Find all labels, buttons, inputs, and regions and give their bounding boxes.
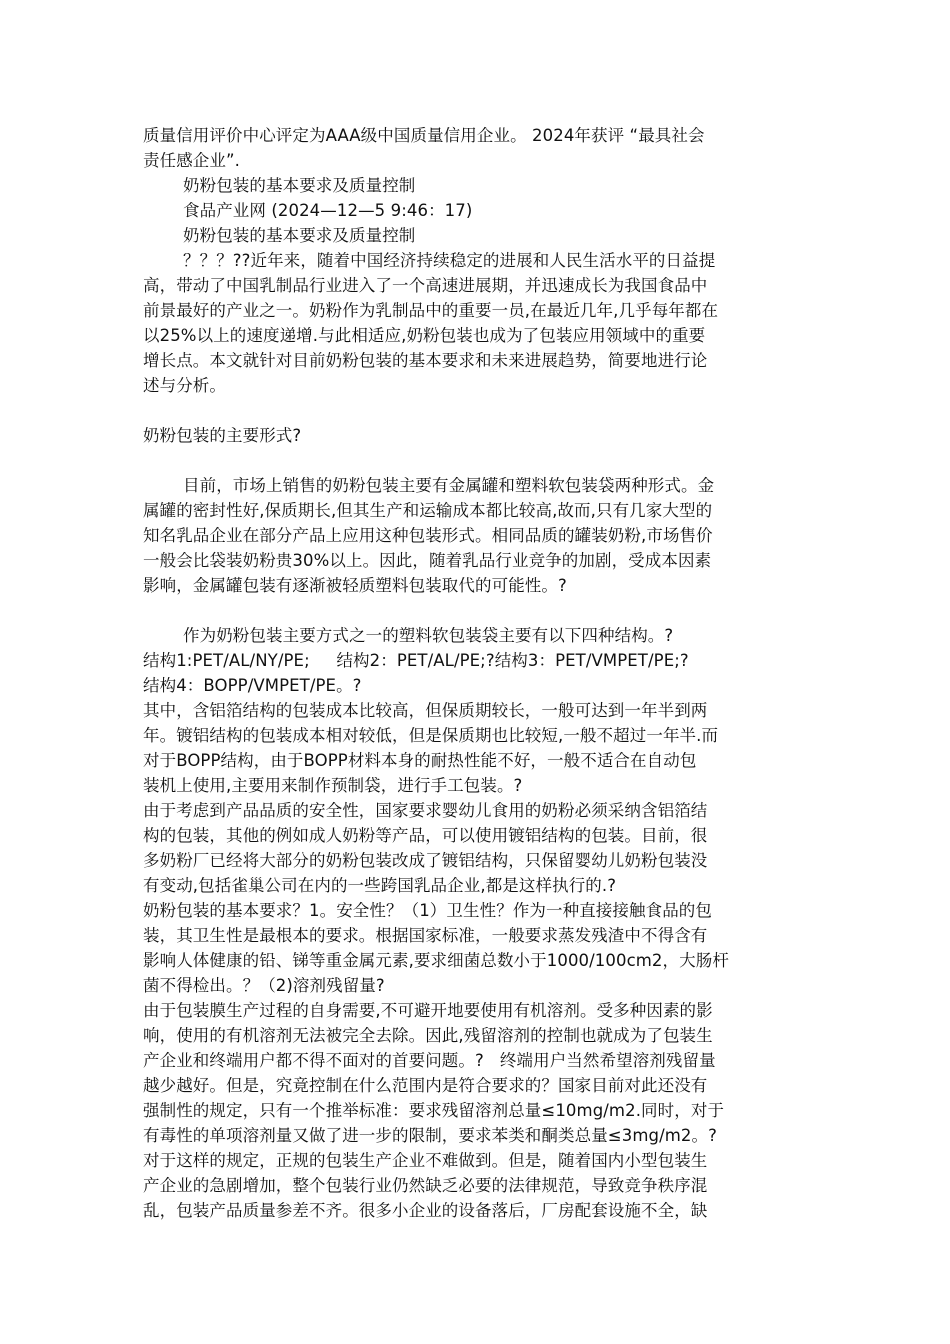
article-subtitle: 奶粉包装的基本要求及质量控制 [183, 226, 416, 245]
paragraph-line: 构的包装，其他的例如成人奶粉等产品，可以使用镀铝结构的包装。目前，很 [143, 826, 708, 845]
spacer [143, 398, 808, 423]
paragraph-line: ？？？??近年来，随着中国经济持续稳定的进展和人民生活水平的日益提 [183, 251, 716, 270]
paragraph-line: 结构1:PET/AL/NY/PE; 结构2：PET/AL/PE;?结构3：PET/VMPET/PE;? [143, 651, 689, 670]
paragraph-line: 影响人体健康的铅、锑等重金属元素,要求细菌总数小于1000/100cm2，大肠杆 [143, 951, 729, 970]
paragraph-line: 产企业和终端用户都不得不面对的首要问题。? 终端用户当然希望溶剂残留量 [143, 1051, 716, 1070]
paragraph-line: 多奶粉厂已经将大部分的奶粉包装改成了镀铝结构，只保留婴幼儿奶粉包装没 [143, 851, 708, 870]
paragraph-line: 对于这样的规定，正规的包装生产企业不难做到。但是，随着国内小型包装生 [143, 1151, 708, 1170]
paragraph-line: 产企业的急剧增加，整个包装行业仍然缺乏必要的法律规范，导致竞争秩序混 [143, 1176, 708, 1195]
paragraph-line: 有毒性的单项溶剂量又做了进一步的限制，要求苯类和酮类总量≤3mg/m2。? [143, 1126, 717, 1145]
paragraph-line: 其中，含铝箔结构的包装成本比较高，但保质期较长，一般可达到一年半到两 [143, 701, 708, 720]
paragraph-line: 装机上使用,主要用来制作预制袋，进行手工包装。? [143, 776, 523, 795]
paragraph-line: 影响，金属罐包装有逐渐被轻质塑料包装取代的可能性。? [143, 576, 567, 595]
paragraph-line: 对于BOPP结构，由于BOPP材料本身的耐热性能不好，一般不适合在自动包 [143, 751, 697, 770]
paragraph-line: 述与分析。 [143, 376, 226, 395]
paragraph-line: 知名乳品企业在部分产品上应用这种包装形式。相同品质的罐装奶粉,市场售价 [143, 526, 713, 545]
paragraph-line: 乱，包装产品质量参差不齐。很多小企业的设备落后，厂房配套设施不全，缺 [143, 1201, 708, 1220]
article-source: 食品产业网 (2024—12—5 9:46：17) [183, 201, 473, 220]
intro-line: 责任感企业”. [143, 151, 240, 170]
paragraph-line: 越少越好。但是，究竟控制在什么范围内是符合要求的？国家目前对此还没有 [143, 1076, 708, 1095]
paragraph-line: 由于考虑到产品品质的安全性，国家要求婴幼儿食用的奶粉必须采纳含铝箔结 [143, 801, 708, 820]
paragraph-line: 增长点。本文就针对目前奶粉包装的基本要求和未来进展趋势，简要地进行论 [143, 351, 708, 370]
paragraph-line: 目前，市场上销售的奶粉包装主要有金属罐和塑料软包装袋两种形式。金 [183, 476, 715, 495]
paragraph-line: 奶粉包装的基本要求？1。安全性？（1）卫生性？作为一种直接接触食品的包 [143, 901, 712, 920]
paragraph-line: 以25%以上的速度递增.与此相适应,奶粉包装也成为了包装应用领域中的重要 [143, 326, 706, 345]
article-title: 奶粉包装的基本要求及质量控制 [183, 176, 416, 195]
paragraph-line: 由于包装膜生产过程的自身需要,不可避开地要使用有机溶剂。受多种因素的影 [143, 1001, 713, 1020]
intro-line: 质量信用评价中心评定为AAA级中国质量信用企业。 2024年获评 “最具社会 [143, 126, 705, 145]
paragraph-line: 前景最好的产业之一。奶粉作为乳制品中的重要一员,在最近几年,几乎每年都在 [143, 301, 719, 320]
paragraph-line: 一般会比袋装奶粉贵30%以上。因此，随着乳品行业竞争的加剧，受成本因素 [143, 551, 712, 570]
paragraph-line: 响，使用的有机溶剂无法被完全去除。因此,残留溶剂的控制也就成为了包装生 [143, 1026, 713, 1045]
paragraph-line: 装，其卫生性是最根本的要求。根据国家标准，一般要求蒸发残渣中不得含有 [143, 926, 708, 945]
document-body [143, 123, 808, 1223]
paragraph-line: 作为奶粉包装主要方式之一的塑料软包装袋主要有以下四种结构。? [183, 626, 674, 645]
paragraph-line: 结构4：BOPP/VMPET/PE。? [143, 676, 362, 695]
spacer [143, 598, 808, 623]
paragraph-line: 菌不得检出。？（2)溶剂残留量? [143, 976, 385, 995]
paragraph-line: 年。镀铝结构的包装成本相对较低，但是保质期也比较短,一般不超过一年半.而 [143, 726, 719, 745]
spacer [143, 448, 808, 473]
paragraph-line: 属罐的密封性好,保质期长,但其生产和运输成本都比较高,故而,只有几家大型的 [143, 501, 713, 520]
section-heading: 奶粉包装的主要形式? [143, 426, 302, 445]
paragraph-line: 强制性的规定，只有一个推举标准：要求残留溶剂总量≤10mg/m2.同时，对于 [143, 1101, 725, 1120]
paragraph-line: 有变动,包括雀巢公司在内的一些跨国乳品企业,都是这样执行的.? [143, 876, 617, 895]
paragraph-line: 高，带动了中国乳制品行业进入了一个高速进展期，并迅速成长为我国食品中 [143, 276, 708, 295]
